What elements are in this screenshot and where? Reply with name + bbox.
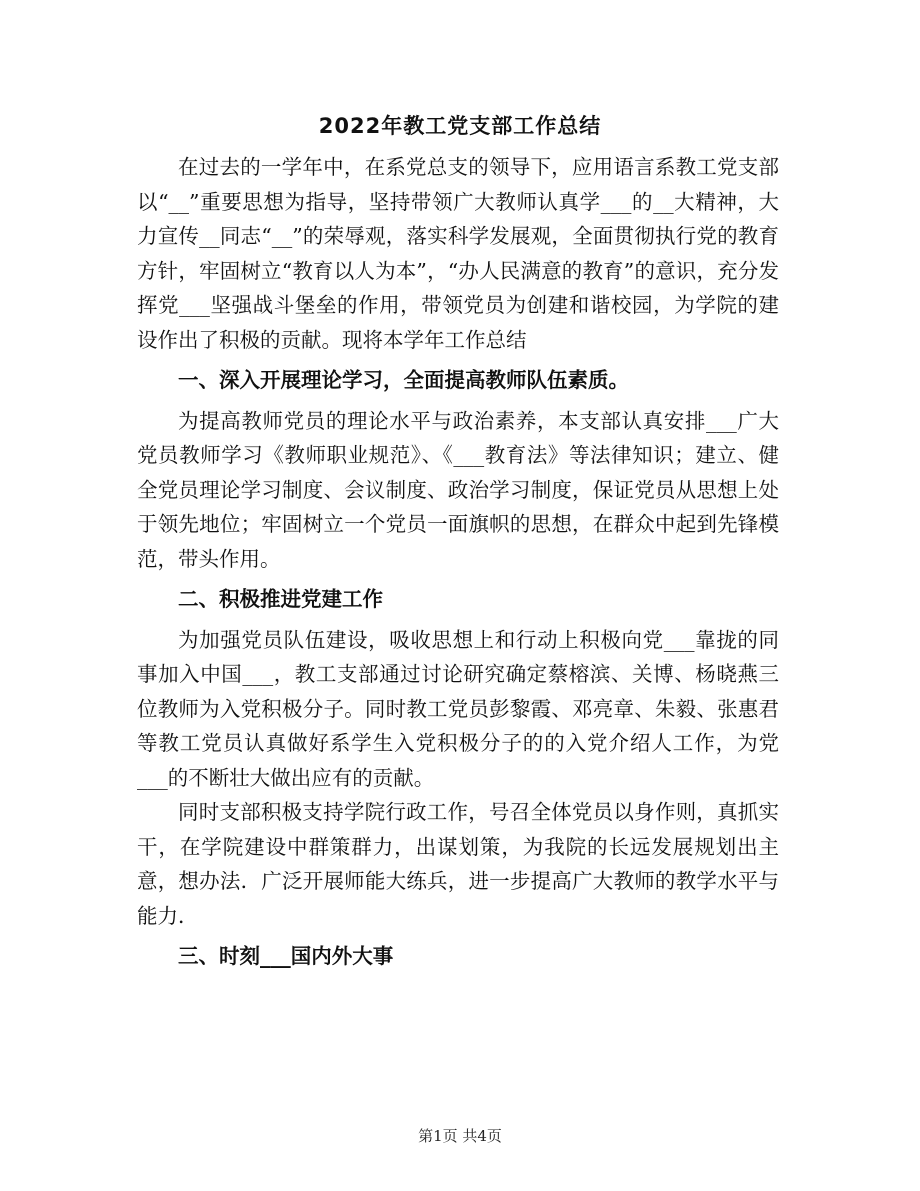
document-body: [137, 150, 779, 980]
intro-paragraph: 在过去的一学年中，在系党总支的领导下，应用语言系教工党支部以“__”重要思想为指导，坚持带领广大教师认真学___的__大精神，大力宣传__同志“__”的荣辱观，落实科学发展观，全面贯彻执行党的教育方针，牢固树立“教育以人为本”，“办人民满意的教育”的意识，充分发挥党___坚强战斗堡垒的作用，带领党员为创建和谐校园，为学院的建设作出了积极的贡献。现将本学年工作总结: [137, 155, 779, 352]
section-1-heading: 一、深入开展理论学习，全面提高教师队伍素质。: [178, 368, 629, 392]
section-2-paragraph-1: 为加强党员队伍建设，吸收思想上和行动上积极向党___靠拢的同事加入中国___，教工支部通过讨论研究确定蔡榕滨、关博、杨晓燕三位教师为入党积极分子。同时教工党员彭黎霞、邓亮章、朱毅、张惠君等教工党员认真做好系学生入党积极分子的的入党介绍人工作，为党___的不断壮大做出应有的贡献。: [137, 627, 779, 790]
document-title: 2022年教工党支部工作总结: [318, 114, 602, 138]
section-3-heading: 三、时刻___国内外大事: [178, 944, 394, 968]
section-2-heading: 二、积极推进党建工作: [178, 587, 383, 611]
section-2-paragraph-2: 同时支部积极支持学院行政工作，号召全体党员以身作则，真抓实干，在学院建设中群策群力，出谋划策，为我院的长远发展规划出主意，想办法．广泛开展师能大练兵，进一步提高广大教师的教学水平与能力．: [137, 800, 779, 928]
section-1-paragraph: 为提高教师党员的理论水平与政治素养，本支部认真安排___广大党员教师学习《教师职业规范》、《___教育法》等法律知识；建立、健全党员理论学习制度、会议制度、政治学习制度，保证党员从思想上处于领先地位；牢固树立一个党员一面旗帜的思想，在群众中起到先锋模范，带头作用。: [137, 408, 779, 571]
page-footer: 第1页 共4页: [418, 1127, 502, 1145]
